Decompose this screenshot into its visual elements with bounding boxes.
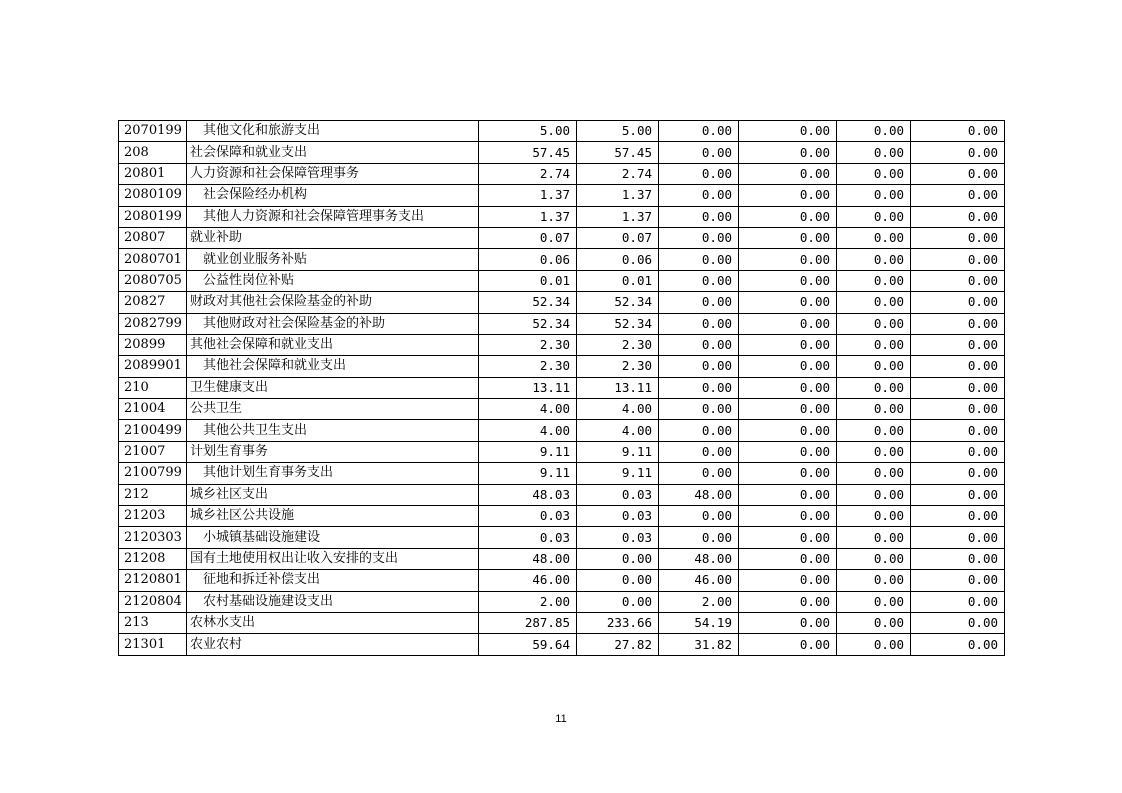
amount-cell: 0.00 (739, 270, 837, 291)
amount-cell: 0.00 (911, 506, 1005, 527)
amount-cell: 0.00 (837, 313, 911, 334)
subject-code-cell: 210 (119, 377, 187, 398)
amount-cell: 0.00 (739, 227, 837, 248)
amount-cell: 31.82 (659, 634, 739, 655)
amount-cell: 0.00 (837, 527, 911, 548)
subject-code-cell: 2120801 (119, 570, 187, 591)
subject-name-cell: 农业农村 (187, 634, 479, 655)
table-row (119, 399, 1005, 420)
amount-cell: 48.00 (659, 484, 739, 505)
amount-cell: 0.00 (739, 506, 837, 527)
amount-cell: 0.00 (739, 612, 837, 633)
amount-cell: 0.00 (739, 377, 837, 398)
amount-cell: 0.00 (911, 185, 1005, 206)
amount-cell: 287.85 (479, 612, 577, 633)
amount-cell: 0.00 (837, 163, 911, 184)
amount-cell: 0.00 (911, 227, 1005, 248)
amount-cell: 0.00 (659, 506, 739, 527)
amount-cell: 54.19 (659, 612, 739, 633)
amount-cell: 0.00 (911, 548, 1005, 569)
amount-cell: 0.00 (739, 163, 837, 184)
amount-cell: 0.00 (837, 634, 911, 655)
amount-cell: 0.00 (837, 463, 911, 484)
table-row (119, 227, 1005, 248)
amount-cell: 0.00 (739, 441, 837, 462)
amount-cell: 57.45 (479, 142, 577, 163)
amount-cell: 0.00 (911, 142, 1005, 163)
amount-cell: 2.00 (659, 591, 739, 612)
subject-code-cell: 2080109 (119, 185, 187, 206)
amount-cell: 0.00 (837, 334, 911, 355)
amount-cell: 0.00 (659, 356, 739, 377)
amount-cell: 0.00 (911, 377, 1005, 398)
subject-name-cell: 其他文化和旅游支出 (187, 121, 479, 142)
amount-cell: 2.30 (577, 334, 659, 355)
amount-cell: 0.00 (739, 484, 837, 505)
amount-cell: 0.00 (739, 634, 837, 655)
subject-name-cell: 其他社会保障和就业支出 (187, 334, 479, 355)
subject-code-cell: 21301 (119, 634, 187, 655)
amount-cell: 0.00 (739, 206, 837, 227)
subject-name-cell: 其他人力资源和社会保障管理事务支出 (187, 206, 479, 227)
table-row (119, 612, 1005, 633)
amount-cell: 4.00 (577, 420, 659, 441)
amount-cell: 13.11 (577, 377, 659, 398)
amount-cell: 46.00 (659, 570, 739, 591)
subject-code-cell: 21208 (119, 548, 187, 569)
amount-cell: 52.34 (577, 313, 659, 334)
amount-cell: 0.00 (659, 527, 739, 548)
amount-cell: 0.00 (911, 163, 1005, 184)
table-row (119, 377, 1005, 398)
subject-name-cell: 人力资源和社会保障管理事务 (187, 163, 479, 184)
amount-cell: 0.00 (659, 399, 739, 420)
amount-cell: 0.00 (911, 313, 1005, 334)
subject-code-cell: 2080199 (119, 206, 187, 227)
amount-cell: 0.00 (659, 163, 739, 184)
amount-cell: 13.11 (479, 377, 577, 398)
subject-code-cell: 213 (119, 612, 187, 633)
amount-cell: 0.00 (739, 548, 837, 569)
subject-code-cell: 20827 (119, 292, 187, 313)
amount-cell: 0.06 (479, 249, 577, 270)
amount-cell: 0.00 (837, 227, 911, 248)
subject-name-cell: 公共卫生 (187, 399, 479, 420)
amount-cell: 0.00 (739, 121, 837, 142)
amount-cell: 46.00 (479, 570, 577, 591)
amount-cell: 5.00 (479, 121, 577, 142)
table-row (119, 484, 1005, 505)
amount-cell: 4.00 (577, 399, 659, 420)
amount-cell: 2.30 (479, 356, 577, 377)
table-body (119, 121, 1005, 656)
subject-code-cell: 2100499 (119, 420, 187, 441)
subject-name-cell: 农林水支出 (187, 612, 479, 633)
amount-cell: 0.00 (911, 334, 1005, 355)
subject-name-cell: 财政对其他社会保险基金的补助 (187, 292, 479, 313)
table-row (119, 570, 1005, 591)
amount-cell: 1.37 (479, 206, 577, 227)
amount-cell: 0.00 (837, 591, 911, 612)
subject-code-cell: 2089901 (119, 356, 187, 377)
amount-cell: 0.00 (739, 527, 837, 548)
table-row (119, 121, 1005, 142)
amount-cell: 0.00 (659, 313, 739, 334)
amount-cell: 0.00 (911, 591, 1005, 612)
amount-cell: 0.00 (659, 292, 739, 313)
table-row (119, 313, 1005, 334)
amount-cell: 0.00 (739, 399, 837, 420)
table-row (119, 463, 1005, 484)
table-row (119, 270, 1005, 291)
amount-cell: 0.00 (739, 356, 837, 377)
table-row (119, 334, 1005, 355)
amount-cell: 1.37 (479, 185, 577, 206)
subject-code-cell: 2080701 (119, 249, 187, 270)
subject-name-cell: 其他公共卫生支出 (187, 420, 479, 441)
amount-cell: 0.00 (739, 185, 837, 206)
subject-name-cell: 城乡社区公共设施 (187, 506, 479, 527)
amount-cell: 59.64 (479, 634, 577, 655)
amount-cell: 0.00 (659, 206, 739, 227)
table-row (119, 142, 1005, 163)
amount-cell: 0.00 (739, 420, 837, 441)
amount-cell: 0.00 (911, 206, 1005, 227)
subject-name-cell: 城乡社区支出 (187, 484, 479, 505)
amount-cell: 0.01 (577, 270, 659, 291)
amount-cell: 0.06 (577, 249, 659, 270)
amount-cell: 0.03 (479, 527, 577, 548)
amount-cell: 0.00 (739, 142, 837, 163)
amount-cell: 0.03 (577, 506, 659, 527)
amount-cell: 0.00 (659, 121, 739, 142)
amount-cell: 0.00 (911, 420, 1005, 441)
amount-cell: 1.37 (577, 206, 659, 227)
amount-cell: 0.00 (739, 591, 837, 612)
amount-cell: 0.00 (739, 334, 837, 355)
amount-cell: 0.00 (911, 249, 1005, 270)
table-row (119, 356, 1005, 377)
subject-code-cell: 212 (119, 484, 187, 505)
amount-cell: 0.00 (837, 570, 911, 591)
table-row (119, 591, 1005, 612)
amount-cell: 0.00 (911, 570, 1005, 591)
subject-name-cell: 其他计划生育事务支出 (187, 463, 479, 484)
amount-cell: 0.00 (837, 484, 911, 505)
amount-cell: 0.00 (911, 612, 1005, 633)
amount-cell: 0.00 (739, 249, 837, 270)
amount-cell: 0.00 (659, 334, 739, 355)
subject-name-cell: 就业补助 (187, 227, 479, 248)
budget-table (118, 120, 1005, 656)
amount-cell: 0.00 (837, 399, 911, 420)
amount-cell: 0.00 (577, 591, 659, 612)
amount-cell: 48.00 (479, 548, 577, 569)
amount-cell: 0.00 (911, 463, 1005, 484)
amount-cell: 9.11 (577, 463, 659, 484)
amount-cell: 0.00 (911, 270, 1005, 291)
subject-code-cell: 2100799 (119, 463, 187, 484)
amount-cell: 52.34 (479, 292, 577, 313)
table-row (119, 185, 1005, 206)
amount-cell: 0.03 (577, 527, 659, 548)
amount-cell: 0.00 (837, 506, 911, 527)
amount-cell: 4.00 (479, 420, 577, 441)
amount-cell: 48.00 (659, 548, 739, 569)
amount-cell: 52.34 (577, 292, 659, 313)
subject-name-cell: 计划生育事务 (187, 441, 479, 462)
amount-cell: 0.00 (739, 570, 837, 591)
amount-cell: 0.00 (911, 441, 1005, 462)
amount-cell: 0.00 (739, 463, 837, 484)
amount-cell: 2.74 (479, 163, 577, 184)
subject-code-cell: 208 (119, 142, 187, 163)
subject-name-cell: 农村基础设施建设支出 (187, 591, 479, 612)
subject-name-cell: 其他财政对社会保险基金的补助 (187, 313, 479, 334)
amount-cell: 0.00 (577, 570, 659, 591)
subject-code-cell: 21203 (119, 506, 187, 527)
subject-code-cell: 2120804 (119, 591, 187, 612)
amount-cell: 48.03 (479, 484, 577, 505)
subject-code-cell: 2070199 (119, 121, 187, 142)
amount-cell: 4.00 (479, 399, 577, 420)
subject-name-cell: 公益性岗位补贴 (187, 270, 479, 291)
amount-cell: 0.00 (659, 249, 739, 270)
amount-cell: 2.74 (577, 163, 659, 184)
subject-code-cell: 2080705 (119, 270, 187, 291)
subject-name-cell: 国有土地使用权出让收入安排的支出 (187, 548, 479, 569)
table-row (119, 548, 1005, 569)
amount-cell: 0.00 (837, 548, 911, 569)
table-row (119, 441, 1005, 462)
subject-code-cell: 20807 (119, 227, 187, 248)
subject-name-cell: 卫生健康支出 (187, 377, 479, 398)
amount-cell: 57.45 (577, 142, 659, 163)
amount-cell: 0.03 (577, 484, 659, 505)
amount-cell: 0.00 (837, 356, 911, 377)
table-row (119, 420, 1005, 441)
table-row (119, 206, 1005, 227)
table-row (119, 249, 1005, 270)
table-row (119, 163, 1005, 184)
amount-cell: 9.11 (577, 441, 659, 462)
amount-cell: 0.00 (837, 420, 911, 441)
amount-cell: 0.07 (479, 227, 577, 248)
amount-cell: 0.03 (479, 506, 577, 527)
amount-cell: 0.00 (911, 634, 1005, 655)
amount-cell: 0.00 (837, 441, 911, 462)
table-row (119, 292, 1005, 313)
amount-cell: 2.00 (479, 591, 577, 612)
amount-cell: 0.00 (659, 227, 739, 248)
amount-cell: 9.11 (479, 441, 577, 462)
subject-name-cell: 征地和拆迁补偿支出 (187, 570, 479, 591)
amount-cell: 0.00 (659, 377, 739, 398)
amount-cell: 0.00 (739, 292, 837, 313)
table-row (119, 527, 1005, 548)
amount-cell: 0.00 (911, 292, 1005, 313)
subject-code-cell: 21007 (119, 441, 187, 462)
amount-cell: 233.66 (577, 612, 659, 633)
page-number: 11 (555, 713, 567, 725)
amount-cell: 0.00 (739, 313, 837, 334)
subject-name-cell: 社会保险经办机构 (187, 185, 479, 206)
amount-cell: 1.37 (577, 185, 659, 206)
amount-cell: 0.01 (479, 270, 577, 291)
amount-cell: 0.00 (659, 441, 739, 462)
amount-cell: 0.00 (837, 270, 911, 291)
amount-cell: 0.00 (911, 527, 1005, 548)
subject-name-cell: 就业创业服务补贴 (187, 249, 479, 270)
amount-cell: 0.00 (911, 484, 1005, 505)
amount-cell: 0.07 (577, 227, 659, 248)
subject-name-cell: 其他社会保障和就业支出 (187, 356, 479, 377)
table-row (119, 506, 1005, 527)
subject-name-cell: 小城镇基础设施建设 (187, 527, 479, 548)
amount-cell: 0.00 (911, 356, 1005, 377)
amount-cell: 27.82 (577, 634, 659, 655)
subject-name-cell: 社会保障和就业支出 (187, 142, 479, 163)
subject-code-cell: 21004 (119, 399, 187, 420)
amount-cell: 0.00 (837, 206, 911, 227)
amount-cell: 0.00 (577, 548, 659, 569)
amount-cell: 0.00 (837, 185, 911, 206)
amount-cell: 0.00 (659, 420, 739, 441)
amount-cell: 0.00 (659, 142, 739, 163)
amount-cell: 0.00 (659, 463, 739, 484)
amount-cell: 0.00 (837, 249, 911, 270)
subject-code-cell: 20899 (119, 334, 187, 355)
amount-cell: 0.00 (659, 185, 739, 206)
amount-cell: 0.00 (837, 142, 911, 163)
amount-cell: 0.00 (837, 292, 911, 313)
amount-cell: 52.34 (479, 313, 577, 334)
amount-cell: 2.30 (577, 356, 659, 377)
amount-cell: 0.00 (837, 612, 911, 633)
subject-code-cell: 20801 (119, 163, 187, 184)
subject-code-cell: 2082799 (119, 313, 187, 334)
subject-code-cell: 2120303 (119, 527, 187, 548)
amount-cell: 0.00 (837, 377, 911, 398)
table-row (119, 634, 1005, 655)
amount-cell: 0.00 (911, 399, 1005, 420)
amount-cell: 0.00 (659, 270, 739, 291)
amount-cell: 2.30 (479, 334, 577, 355)
amount-cell: 0.00 (837, 121, 911, 142)
amount-cell: 9.11 (479, 463, 577, 484)
amount-cell: 5.00 (577, 121, 659, 142)
amount-cell: 0.00 (911, 121, 1005, 142)
